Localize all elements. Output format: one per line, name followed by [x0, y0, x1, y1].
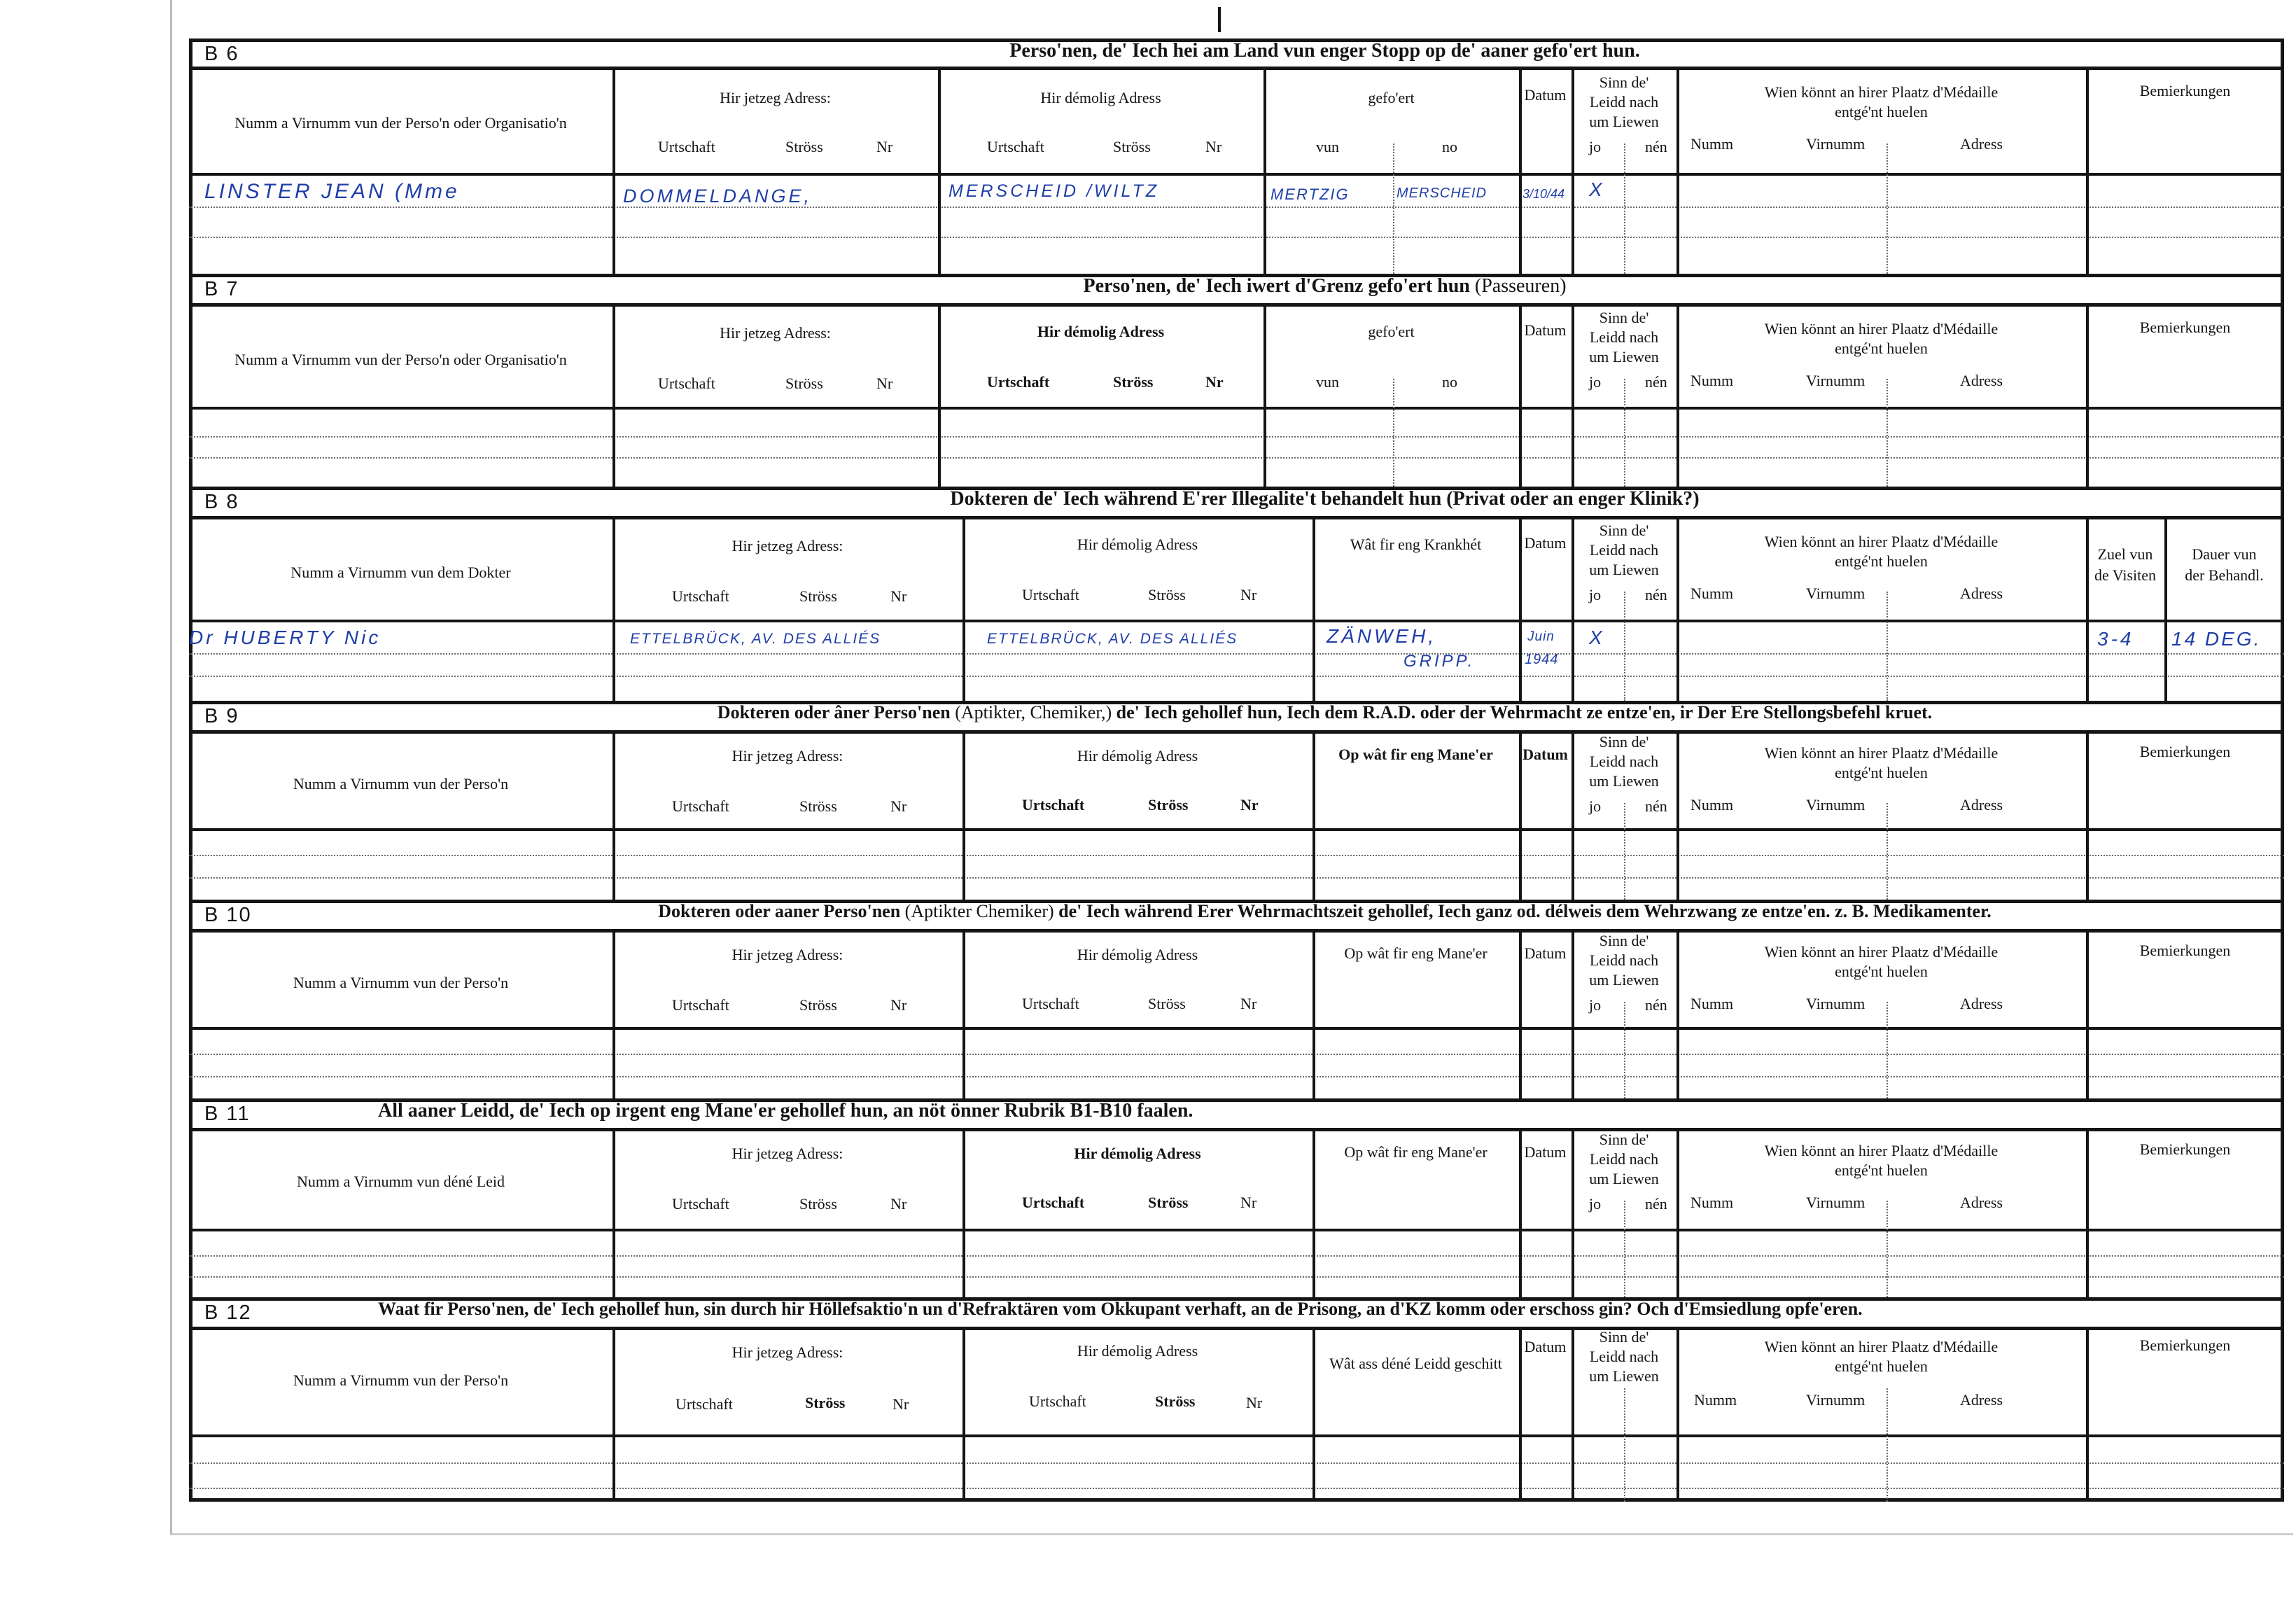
- sub-jo: jo: [1589, 373, 1602, 391]
- sub-adress: Adress: [1960, 585, 2003, 602]
- sub-no: no: [1442, 373, 1457, 391]
- col-now-header: Hir jetzeg Adress:: [732, 946, 844, 963]
- dotted-row: [189, 436, 2284, 438]
- dotted-row: [189, 207, 2284, 208]
- sub-stross: Ströss: [785, 138, 823, 155]
- col-duration-2: der Behandl.: [2185, 566, 2264, 584]
- header-rule: [189, 929, 2284, 933]
- sub-nen: nén: [1645, 586, 1667, 603]
- col-sinn-3: um Liewen: [1589, 348, 1659, 365]
- col-visits-1: Zuel vun: [2097, 545, 2153, 563]
- section-b8: [189, 487, 2284, 701]
- dotted-col: [1624, 803, 1625, 900]
- col-datum-header: Datum: [1524, 321, 1567, 339]
- col-sinn-1: Sinn de': [1599, 932, 1649, 949]
- dotted-row: [189, 1488, 2284, 1489]
- sub-stross: Ströss: [799, 797, 837, 815]
- sub-jo: jo: [1589, 138, 1602, 155]
- section-title: Dokteren de' Iech während E'rer Illegalite't behandelt hun (Privat oder an enger Klinik?): [950, 488, 1700, 510]
- header-rule: [189, 1327, 2284, 1330]
- sub-stross: Ströss: [805, 1394, 846, 1411]
- col-what-happened-header: Wât ass déné Leidd geschitt: [1329, 1355, 1502, 1372]
- sub-urtschaft: Urtschaft: [676, 1395, 733, 1413]
- sub-adress: Adress: [1960, 796, 2003, 814]
- entry-rule: [189, 620, 2284, 622]
- sub-urtschaft: Urtschaft: [987, 138, 1044, 155]
- dotted-row: [189, 1255, 2284, 1257]
- entry-rule: [189, 1229, 2284, 1231]
- sub-stross: Ströss: [1148, 995, 1186, 1012]
- dotted-col: [1886, 1201, 1888, 1297]
- col-sinn-1: Sinn de': [1599, 522, 1649, 539]
- entry-to: MERSCHEID: [1396, 186, 1488, 201]
- sub-urtschaft: Urtschaft: [672, 587, 729, 605]
- sub-nr: Nr: [890, 587, 907, 605]
- sub-urtschaft: Urtschaft: [672, 797, 729, 815]
- col-sinn-3: um Liewen: [1589, 1367, 1659, 1385]
- dotted-col: [1624, 1201, 1625, 1297]
- section-title: All aaner Leidd, de' Iech op irgent eng Mane'er gehollef hun, an nöt önner Rubrik B1-B10 faalen.: [378, 1100, 1194, 1122]
- sub-urtschaft: Urtschaft: [1022, 995, 1079, 1012]
- sub-stross: Ströss: [1113, 138, 1151, 155]
- col-medal-1: Wien könnt an hirer Plaatz d'Médaille: [1764, 533, 1998, 550]
- sub-adress: Adress: [1960, 1194, 2003, 1211]
- sub-stross: Ströss: [1113, 373, 1154, 391]
- section-title: Perso'nen, de' Iech hei am Land vun enger Stopp op de' aaner gefo'ert hun.: [1009, 40, 1640, 62]
- sub-adress: Adress: [1960, 1391, 2003, 1409]
- col-then-header: Hir démolig Adress: [1074, 1145, 1201, 1162]
- header-rule: [189, 67, 2284, 70]
- sub-stross: Ströss: [1148, 586, 1186, 603]
- entry-illness-1: ZÄNWEH,: [1326, 625, 1437, 647]
- section-code: B 8: [204, 491, 239, 513]
- entry-alive-yes: X: [1589, 627, 1605, 648]
- sub-stross: Ströss: [1155, 1392, 1196, 1410]
- sub-virnumm: Virnumm: [1806, 585, 1865, 602]
- sub-nr: Nr: [1240, 1194, 1257, 1211]
- section-code: B 10: [204, 904, 252, 926]
- sub-adress: Adress: [1960, 995, 2003, 1012]
- entry-illness-2: GRIPP.: [1404, 652, 1476, 671]
- col-datum-header: Datum: [1522, 746, 1568, 763]
- col-sinn-3: um Liewen: [1589, 561, 1659, 578]
- section-b11: [189, 1098, 2284, 1297]
- sub-virnumm: Virnumm: [1806, 1391, 1865, 1409]
- sub-urtschaft: Urtschaft: [658, 138, 715, 155]
- col-sinn-1: Sinn de': [1599, 733, 1649, 750]
- sub-numm: Numm: [1694, 1391, 1737, 1409]
- sub-numm: Numm: [1690, 1194, 1734, 1211]
- col-mid-header: gefo'ert: [1368, 89, 1415, 106]
- dotted-row: [189, 653, 2284, 655]
- sub-nr: Nr: [876, 375, 893, 392]
- dotted-col: [1886, 144, 1888, 274]
- section-code: B 12: [204, 1301, 252, 1324]
- col-medal-2: entgé'nt huelen: [1835, 552, 1928, 570]
- sub-jo: jo: [1589, 586, 1602, 603]
- col-name-header: Numm a Virnumm vun der Perso'n oder Organisatio'n: [234, 114, 567, 132]
- col-manner-header: Op wât fir eng Mane'er: [1344, 1143, 1488, 1161]
- col-then-header: Hir démolig Adress: [1077, 946, 1198, 963]
- entry-date: 3/10/44: [1522, 187, 1565, 201]
- sub-no: no: [1442, 138, 1457, 155]
- col-medal-2: entgé'nt huelen: [1835, 340, 1928, 357]
- sub-jo: jo: [1589, 996, 1602, 1014]
- entry-rule: [189, 173, 2284, 176]
- sub-urtschaft: Urtschaft: [672, 996, 729, 1014]
- entry-from: MERTZIG: [1270, 186, 1350, 203]
- dotted-col: [1624, 1388, 1625, 1502]
- sub-numm: Numm: [1690, 796, 1734, 814]
- sub-nr: Nr: [1246, 1394, 1263, 1411]
- col-datum-header: Datum: [1524, 1143, 1567, 1161]
- col-now-header: Hir jetzeg Adress:: [732, 1343, 844, 1361]
- section-title: Dokteren oder aaner Perso'nen (Aptikter Chemiker) de' Iech während Erer Wehrmachtszeit gehollef, Iech ganz od. délweis dem Wehrzwang ze entze'en. z. B. Medikamenter.: [658, 901, 1991, 921]
- col-sinn-1: Sinn de': [1599, 309, 1649, 326]
- col-name-header: Numm a Virnumm vun der Perso'n: [293, 974, 509, 991]
- col-name-header: Numm a Virnumm vun der Perso'n oder Organisatio'n: [234, 351, 567, 368]
- sub-jo: jo: [1589, 1195, 1602, 1213]
- dotted-col: [1886, 592, 1888, 701]
- entry-address-now: ETTELBRÜCK, AV. DES ALLIÉS: [630, 631, 881, 647]
- col-sinn-1: Sinn de': [1599, 74, 1649, 91]
- dotted-col: [1624, 1002, 1625, 1098]
- sub-nr: Nr: [890, 797, 907, 815]
- col-datum-header: Datum: [1524, 534, 1567, 552]
- sub-numm: Numm: [1690, 585, 1734, 602]
- col-sinn-2: Leidd nach: [1589, 1150, 1659, 1168]
- col-medal-1: Wien könnt an hirer Plaatz d'Médaille: [1764, 320, 1998, 337]
- dotted-row: [189, 1076, 2284, 1077]
- col-name-header: Numm a Virnumm vun déné Leid: [296, 1173, 505, 1190]
- dotted-col: [1393, 379, 1394, 487]
- col-now-header: Hir jetzeg Adress:: [720, 324, 831, 342]
- sub-stross: Ströss: [1148, 1194, 1189, 1211]
- col-then-header: Hir démolig Adress: [1037, 323, 1165, 340]
- col-medal-2: entgé'nt huelen: [1835, 1161, 1928, 1179]
- section-title: Perso'nen, de' Iech iwert d'Grenz gefo'ert hun (Passeuren): [1083, 275, 1567, 297]
- sub-nen: nén: [1645, 797, 1667, 815]
- dotted-row: [189, 855, 2284, 856]
- entry-visits: 3-4: [2097, 628, 2134, 650]
- col-remarks-header: Bemierkungen: [2139, 1140, 2231, 1158]
- col-sinn-2: Leidd nach: [1589, 1348, 1659, 1365]
- sub-nr: Nr: [1240, 995, 1257, 1012]
- col-remarks-header: Bemierkungen: [2139, 942, 2231, 959]
- section-title: Waat fir Perso'nen, de' Iech gehollef hun, sin durch hir Höllefsaktio'n un d'Refraktären vom Okkupant verhaft, an de Prisong, an d'KZ komm oder erschoss gin? Och d'Emsiedlung opfe'eren.: [378, 1299, 1863, 1319]
- col-sinn-1: Sinn de': [1599, 1328, 1649, 1346]
- col-then-header: Hir démolig Adress: [1077, 1342, 1198, 1360]
- section-b9: [189, 701, 2284, 900]
- sub-urtschaft: Urtschaft: [1022, 796, 1085, 814]
- entry-rule: [189, 407, 2284, 410]
- sub-virnumm: Virnumm: [1806, 995, 1865, 1012]
- sub-jo: jo: [1589, 797, 1602, 815]
- sub-urtschaft: Urtschaft: [672, 1195, 729, 1213]
- section-code: B 9: [204, 705, 239, 727]
- col-sinn-3: um Liewen: [1589, 971, 1659, 989]
- col-medal-2: entgé'nt huelen: [1835, 103, 1928, 120]
- entry-rule: [189, 1434, 2284, 1437]
- col-sinn-2: Leidd nach: [1589, 541, 1659, 559]
- header-rule: [189, 730, 2284, 734]
- col-medal-1: Wien könnt an hirer Plaatz d'Médaille: [1764, 83, 1998, 101]
- sub-adress: Adress: [1960, 372, 2003, 389]
- sheet-fold-mark: [1218, 7, 1221, 32]
- sub-nen: nén: [1645, 1195, 1667, 1213]
- col-now-header: Hir jetzeg Adress:: [732, 1145, 844, 1162]
- dotted-row: [189, 877, 2284, 879]
- col-name-header: Numm a Virnumm vun der Perso'n: [293, 775, 509, 792]
- col-now-header: Hir jetzeg Adress:: [732, 537, 844, 554]
- entry-duration: 14 DEG.: [2171, 628, 2262, 650]
- entry-address-now: DOMMELDANGE,: [623, 186, 813, 207]
- sub-stross: Ströss: [1148, 796, 1189, 814]
- sub-stross: Ströss: [785, 375, 823, 392]
- col-then-header: Hir démolig Adress: [1077, 536, 1198, 553]
- col-medal-2: entgé'nt huelen: [1835, 963, 1928, 980]
- section-b12: [189, 1297, 2284, 1502]
- sub-urtschaft: Urtschaft: [987, 373, 1050, 391]
- entry-date-month: Juin: [1527, 629, 1555, 644]
- entry-address-then: MERSCHEID /WILTZ: [948, 181, 1160, 201]
- col-manner-header: Op wât fir eng Mane'er: [1344, 944, 1488, 962]
- col-medal-2: entgé'nt huelen: [1835, 1357, 1928, 1375]
- sub-nr: Nr: [892, 1395, 909, 1413]
- sub-urtschaft: Urtschaft: [1022, 1194, 1085, 1211]
- dotted-row: [189, 237, 2284, 238]
- section-code: B 7: [204, 278, 239, 300]
- col-name-header: Numm a Virnumm vun dem Dokter: [290, 564, 511, 581]
- entry-address-then: ETTELBRÜCK, AV. DES ALLIÉS: [987, 631, 1238, 647]
- col-sinn-2: Leidd nach: [1589, 328, 1659, 346]
- dotted-col: [1624, 144, 1625, 274]
- entry-rule: [189, 828, 2284, 831]
- col-illness-header: Wât fir eng Krankhét: [1350, 536, 1482, 553]
- col-sinn-3: um Liewen: [1589, 1170, 1659, 1187]
- sub-urtschaft: Urtschaft: [658, 375, 715, 392]
- sub-urtschaft: Urtschaft: [1029, 1392, 1086, 1410]
- col-datum-header: Datum: [1524, 944, 1567, 962]
- sub-nr: Nr: [876, 138, 893, 155]
- col-remarks-header: Bemierkungen: [2139, 743, 2231, 760]
- sub-nr: Nr: [890, 996, 907, 1014]
- col-remarks-header: Bemierkungen: [2139, 1336, 2231, 1354]
- sub-virnumm: Virnumm: [1806, 372, 1865, 389]
- dotted-row: [189, 1462, 2284, 1464]
- header-rule: [189, 516, 2284, 519]
- col-sinn-1: Sinn de': [1599, 1131, 1649, 1148]
- sub-stross: Ströss: [799, 996, 837, 1014]
- entry-name: LINSTER JEAN (Mme: [204, 180, 460, 203]
- dotted-row: [189, 1276, 2284, 1278]
- col-then-header: Hir démolig Adress: [1040, 89, 1161, 106]
- entry-alive-yes: X: [1589, 179, 1605, 200]
- sub-vun: vun: [1316, 373, 1339, 391]
- sub-nr: Nr: [1240, 796, 1259, 814]
- sub-numm: Numm: [1690, 372, 1734, 389]
- section-code: B 6: [204, 43, 239, 65]
- section-code: B 11: [204, 1103, 251, 1125]
- col-then-header: Hir démolig Adress: [1077, 747, 1198, 764]
- entry-rule: [189, 1027, 2284, 1030]
- col-now-header: Hir jetzeg Adress:: [720, 89, 831, 106]
- sub-stross: Ströss: [799, 587, 837, 605]
- sub-adress: Adress: [1960, 135, 2003, 153]
- sub-nr: Nr: [890, 1195, 907, 1213]
- col-sinn-2: Leidd nach: [1589, 951, 1659, 969]
- dotted-col: [1886, 1002, 1888, 1098]
- col-duration-1: Dauer vun: [2192, 545, 2257, 563]
- col-medal-1: Wien könnt an hirer Plaatz d'Médaille: [1764, 1142, 1998, 1159]
- sub-numm: Numm: [1690, 995, 1734, 1012]
- col-remarks-header: Bemierkungen: [2139, 82, 2231, 99]
- col-datum-header: Datum: [1524, 1338, 1567, 1355]
- col-sinn-2: Leidd nach: [1589, 93, 1659, 111]
- col-datum-header: Datum: [1524, 86, 1567, 104]
- dotted-col: [1393, 144, 1394, 274]
- header-rule: [189, 303, 2284, 307]
- header-rule: [189, 1128, 2284, 1131]
- dotted-row: [189, 457, 2284, 459]
- dotted-col: [1886, 379, 1888, 487]
- sub-virnumm: Virnumm: [1806, 1194, 1865, 1211]
- dotted-row: [189, 676, 2284, 677]
- sub-virnumm: Virnumm: [1806, 796, 1865, 814]
- col-medal-1: Wien könnt an hirer Plaatz d'Médaille: [1764, 744, 1998, 762]
- col-medal-1: Wien könnt an hirer Plaatz d'Médaille: [1764, 1338, 1998, 1355]
- col-now-header: Hir jetzeg Adress:: [732, 747, 844, 764]
- entry-date-year: 1944: [1525, 652, 1559, 667]
- sub-stross: Ströss: [799, 1195, 837, 1213]
- col-remarks-header: Bemierkungen: [2139, 319, 2231, 336]
- entry-doctor-name: Dr HUBERTY Nic: [189, 627, 382, 648]
- dotted-col: [1886, 1388, 1888, 1502]
- dotted-row: [189, 1054, 2284, 1055]
- col-sinn-2: Leidd nach: [1589, 753, 1659, 770]
- section-b6: [189, 39, 2284, 274]
- col-name-header: Numm a Virnumm vun der Perso'n: [293, 1371, 509, 1389]
- sub-nr: Nr: [1205, 138, 1222, 155]
- sub-nen: nén: [1645, 996, 1667, 1014]
- col-medal-1: Wien könnt an hirer Plaatz d'Médaille: [1764, 943, 1998, 961]
- sub-vun: vun: [1316, 138, 1339, 155]
- sub-numm: Numm: [1690, 135, 1734, 153]
- section-b7: [189, 274, 2284, 487]
- sub-nr: Nr: [1240, 586, 1257, 603]
- col-sinn-3: um Liewen: [1589, 113, 1659, 130]
- col-visits-2: de Visiten: [2094, 566, 2157, 584]
- section-b10: [189, 900, 2284, 1098]
- col-manner-header: Op wât fir eng Mane'er: [1338, 746, 1493, 763]
- col-mid-header: gefo'ert: [1368, 323, 1415, 340]
- sub-urtschaft: Urtschaft: [1022, 586, 1079, 603]
- sub-nen: nén: [1645, 373, 1667, 391]
- dotted-col: [1624, 379, 1625, 487]
- dotted-col: [1624, 592, 1625, 701]
- sub-nr: Nr: [1205, 373, 1224, 391]
- dotted-col: [1886, 803, 1888, 900]
- sub-nen: nén: [1645, 138, 1667, 155]
- sub-virnumm: Virnumm: [1806, 135, 1865, 153]
- section-title: Dokteren oder âner Perso'nen (Aptikter, Chemiker,) de' Iech gehollef hun, Iech dem R.A.D. oder der Wehrmacht ze entze'en, ir Der Ere Stellongsbefehl kruet.: [717, 702, 1933, 722]
- col-sinn-3: um Liewen: [1589, 772, 1659, 790]
- col-medal-2: entgé'nt huelen: [1835, 764, 1928, 781]
